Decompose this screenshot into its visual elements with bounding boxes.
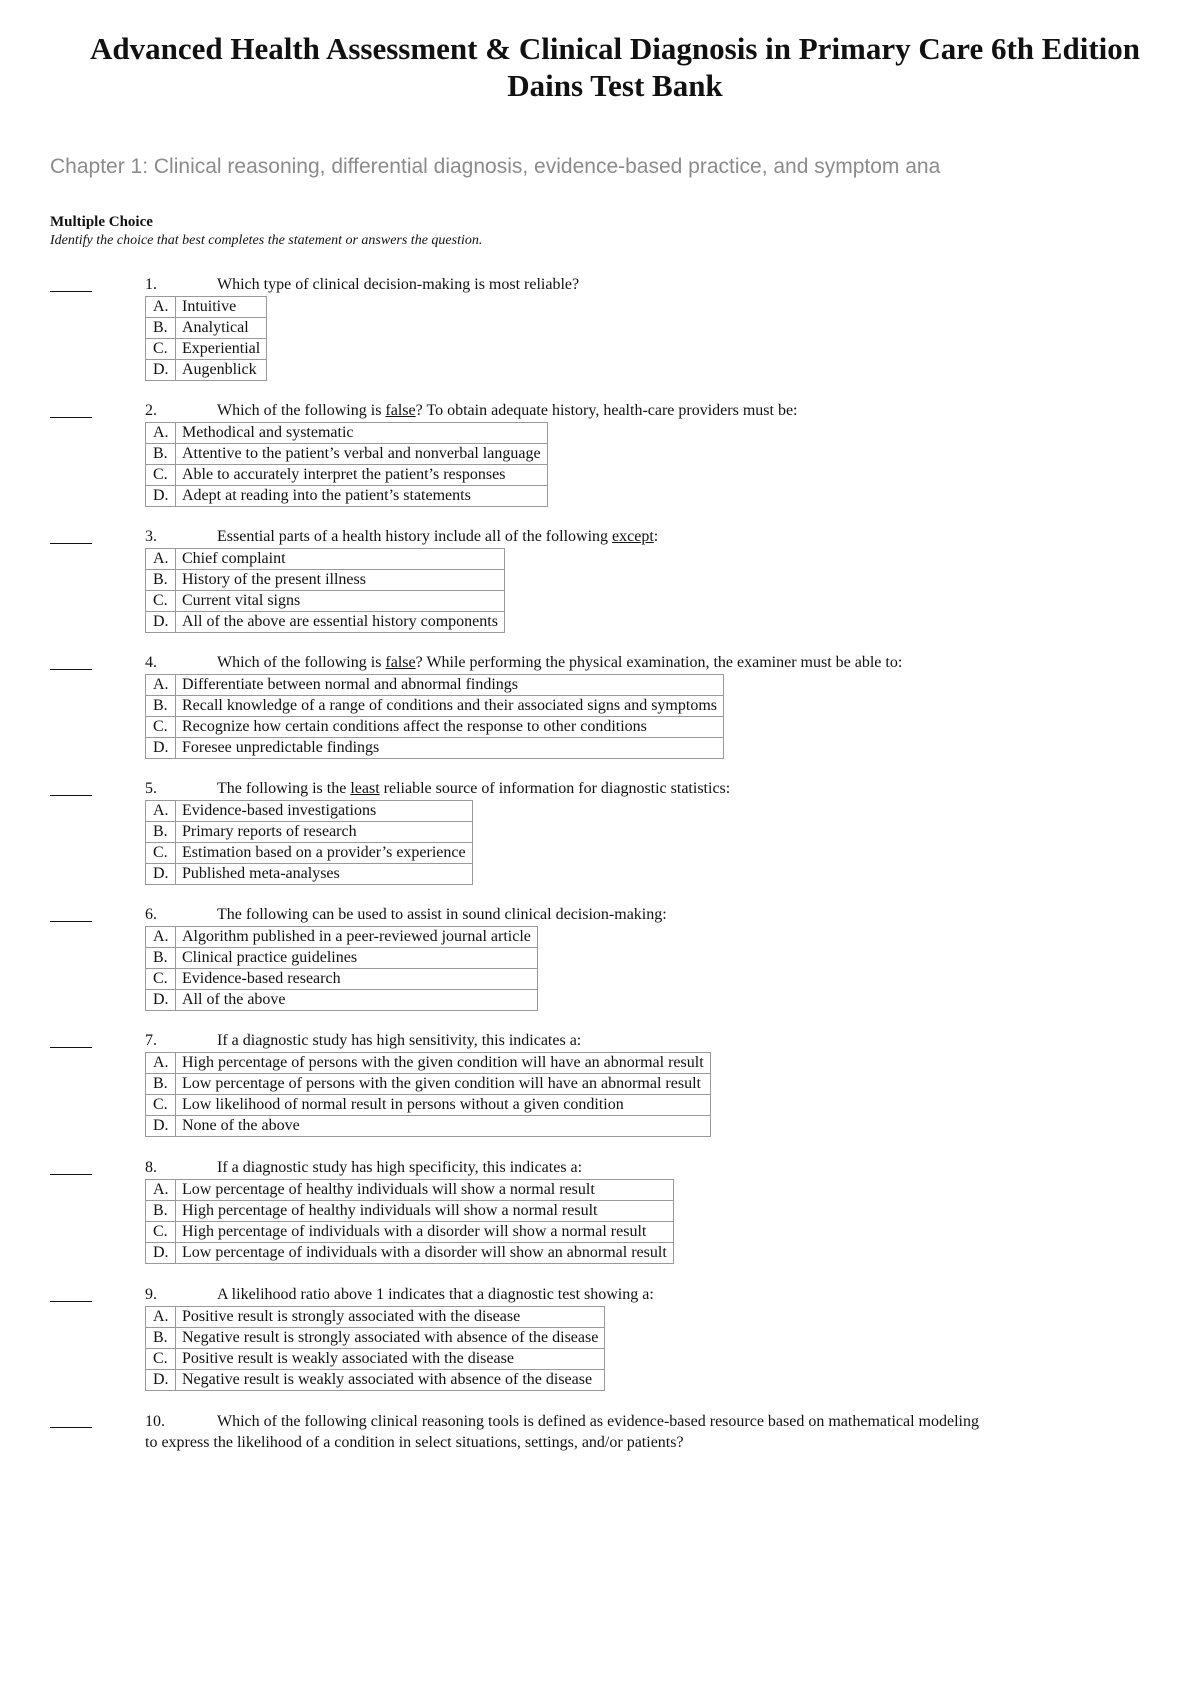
answer-options-table [145,1179,674,1264]
section-heading: Multiple Choice [50,214,153,230]
underlined-keyword: except [612,528,654,545]
question-stem: The following is the [217,780,351,797]
answer-option[interactable] [146,843,473,864]
title-line-2: Dains Test Bank [507,68,723,103]
answer-options-table [145,422,548,507]
answer-option[interactable] [146,1307,605,1328]
answer-option[interactable] [146,465,548,486]
answer-blank[interactable] [50,1174,92,1175]
question-text [145,1031,581,1051]
option-text: Evidence-based research [176,969,538,990]
chapter-heading: Chapter 1: Clinical reasoning, differential diagnosis, evidence-based practice, and symptom ana [50,155,941,178]
option-letter: B. [146,1328,176,1349]
option-text: Recall knowledge of a range of conditions and their associated signs and symptoms [176,696,724,717]
question-text [145,527,658,547]
answer-blank[interactable] [50,1047,92,1048]
answer-option[interactable] [146,1349,605,1370]
option-letter: D. [146,738,176,759]
answer-option[interactable] [146,339,267,360]
answer-option[interactable] [146,927,538,948]
option-text: Negative result is weakly associated with absence of the disease [176,1370,605,1391]
answer-option[interactable] [146,570,505,591]
answer-options-table [145,926,538,1011]
answer-option[interactable] [146,444,548,465]
option-letter: B. [146,1201,176,1222]
option-text: Attentive to the patient’s verbal and nonverbal language [176,444,548,465]
option-text: All of the above [176,990,538,1011]
question-stem-end: ? While performing the physical examination, the examiner must be able to: [415,654,903,671]
option-letter: B. [146,696,176,717]
question-stem-end: ? To obtain adequate history, health-care providers must be: [415,402,798,419]
answer-option[interactable] [146,1370,605,1391]
option-text: Chief complaint [176,549,505,570]
answer-option[interactable] [146,1074,711,1095]
question-stem: The following can be used to assist in sound clinical decision-making: [217,906,667,923]
answer-option[interactable] [146,864,473,885]
option-text: Evidence-based investigations [176,801,473,822]
option-letter: C. [146,591,176,612]
option-letter: B. [146,570,176,591]
underlined-keyword: false [385,402,416,419]
option-letter: C. [146,1349,176,1370]
question-number: 9. [145,1286,157,1303]
question-stem: If a diagnostic study has high specificity, this indicates a: [217,1159,583,1176]
option-text: History of the present illness [176,570,505,591]
option-letter: B. [146,444,176,465]
answer-option[interactable] [146,360,267,381]
option-text: Differentiate between normal and abnormal findings [176,675,724,696]
option-letter: B. [146,318,176,339]
answer-option[interactable] [146,318,267,339]
option-text: Estimation based on a provider’s experience [176,843,473,864]
question-stem: A likelihood ratio above 1 indicates that a diagnostic test showing a: [217,1286,654,1303]
question-text [145,779,730,799]
question-text [145,1411,1095,1453]
option-text: None of the above [176,1116,711,1137]
option-text: Primary reports of research [176,822,473,843]
option-letter: C. [146,1095,176,1116]
option-text: All of the above are essential history components [176,612,505,633]
question-stem: Essential parts of a health history include all of the following [217,528,613,545]
answer-option[interactable] [146,549,505,570]
option-letter: D. [146,360,176,381]
option-text: Analytical [176,318,267,339]
option-letter: A. [146,675,176,696]
option-letter: C. [146,465,176,486]
answer-option[interactable] [146,1095,711,1116]
question-number: 4. [145,654,157,671]
answer-option[interactable] [146,423,548,444]
question-stem: Which of the following is [217,654,386,671]
option-text: Methodical and systematic [176,423,548,444]
answer-options-table [145,1306,605,1391]
answer-option[interactable] [146,1328,605,1349]
option-letter: A. [146,1053,176,1074]
answer-option[interactable] [146,801,473,822]
answer-option[interactable] [146,969,538,990]
answer-option[interactable] [146,1222,674,1243]
option-letter: D. [146,1370,176,1391]
option-letter: D. [146,1116,176,1137]
option-text: High percentage of persons with the given condition will have an abnormal result [176,1053,711,1074]
question-text-line-2: to express the likelihood of a condition in select situations, settings, and/or patients? [145,1434,684,1451]
title-line-1: Advanced Health Assessment & Clinical Diagnosis in Primary Care 6th Edition [89,31,1141,66]
option-text: Low percentage of persons with the given condition will have an abnormal result [176,1074,711,1095]
option-letter: D. [146,1243,176,1264]
option-letter: A. [146,423,176,444]
option-letter: A. [146,1307,176,1328]
option-text: Able to accurately interpret the patient’s responses [176,465,548,486]
option-text: Positive result is strongly associated with the disease [176,1307,605,1328]
question-text-line-1: Which of the following clinical reasoning tools is defined as evidence-based resource based on mathematical modeling [217,1413,979,1430]
option-text: Published meta-analyses [176,864,473,885]
option-letter: B. [146,822,176,843]
option-letter: A. [146,927,176,948]
option-text: Low percentage of healthy individuals will show a normal result [176,1180,674,1201]
answer-blank[interactable] [50,291,92,292]
answer-option[interactable] [146,717,724,738]
option-text: High percentage of healthy individuals will show a normal result [176,1201,674,1222]
question-number: 8. [145,1159,157,1176]
answer-blank[interactable] [50,921,92,922]
answer-option[interactable] [146,696,724,717]
answer-option[interactable] [146,1116,711,1137]
answer-blank[interactable] [50,669,92,670]
question-text [145,905,667,925]
question-text [145,401,798,421]
answer-options-table [145,674,724,759]
question-number: 10. [145,1413,165,1430]
answer-option[interactable] [146,612,505,633]
question-text [145,1285,654,1305]
answer-option[interactable] [146,1243,674,1264]
option-letter: C. [146,969,176,990]
option-text: Current vital signs [176,591,505,612]
option-text: Intuitive [176,297,267,318]
option-letter: D. [146,612,176,633]
option-text: Clinical practice guidelines [176,948,538,969]
question-text [145,275,579,295]
question-text [145,653,902,673]
answer-option[interactable] [146,948,538,969]
option-text: Adept at reading into the patient’s statements [176,486,548,507]
answer-blank[interactable] [50,1301,92,1302]
option-text: Low likelihood of normal result in persons without a given condition [176,1095,711,1116]
answer-option[interactable] [146,486,548,507]
option-letter: A. [146,549,176,570]
option-letter: B. [146,1074,176,1095]
option-text: High percentage of individuals with a disorder will show a normal result [176,1222,674,1243]
option-letter: D. [146,864,176,885]
question-number: 5. [145,780,157,797]
answer-option[interactable] [146,1053,711,1074]
question-number: 1. [145,276,157,293]
answer-options-table [145,548,505,633]
option-letter: C. [146,1222,176,1243]
answer-options-table [145,1052,711,1137]
answer-blank[interactable] [50,417,92,418]
underlined-keyword: false [385,654,416,671]
question-text [145,1158,582,1178]
question-stem: If a diagnostic study has high sensitivity, this indicates a: [217,1032,582,1049]
option-letter: D. [146,486,176,507]
question-stem: Which of the following is [217,402,386,419]
answer-option[interactable] [146,297,267,318]
question-number: 7. [145,1032,157,1049]
answer-blank[interactable] [50,795,92,796]
answer-option[interactable] [146,822,473,843]
answer-option[interactable] [146,738,724,759]
answer-option[interactable] [146,675,724,696]
question-number: 2. [145,402,157,419]
question-number: 3. [145,528,157,545]
question-stem-end: : [653,528,659,545]
answer-blank[interactable] [50,543,92,544]
answer-option[interactable] [146,1180,674,1201]
option-letter: B. [146,948,176,969]
option-text: Algorithm published in a peer-reviewed journal article [176,927,538,948]
option-letter: C. [146,339,176,360]
answer-option[interactable] [146,1201,674,1222]
option-letter: D. [146,990,176,1011]
option-text: Recognize how certain conditions affect the response to other conditions [176,717,724,738]
option-text: Low percentage of individuals with a disorder will show an abnormal result [176,1243,674,1264]
document-title [40,30,1190,104]
underlined-keyword: least [350,780,380,797]
option-letter: A. [146,1180,176,1201]
instructions-text: Identify the choice that best completes the statement or answers the question. [50,233,483,248]
question-stem-end: reliable source of information for diagnostic statistics: [379,780,731,797]
answer-blank[interactable] [50,1427,92,1428]
option-letter: A. [146,801,176,822]
answer-option[interactable] [146,990,538,1011]
option-text: Experiential [176,339,267,360]
answer-options-table [145,800,473,885]
option-letter: C. [146,717,176,738]
option-text: Foresee unpredictable findings [176,738,724,759]
option-text: Augenblick [176,360,267,381]
option-letter: C. [146,843,176,864]
answer-options-table [145,296,267,381]
option-letter: A. [146,297,176,318]
option-text: Positive result is weakly associated with the disease [176,1349,605,1370]
option-text: Negative result is strongly associated with absence of the disease [176,1328,605,1349]
question-stem: Which type of clinical decision-making is most reliable? [217,276,580,293]
question-number: 6. [145,906,157,923]
answer-option[interactable] [146,591,505,612]
